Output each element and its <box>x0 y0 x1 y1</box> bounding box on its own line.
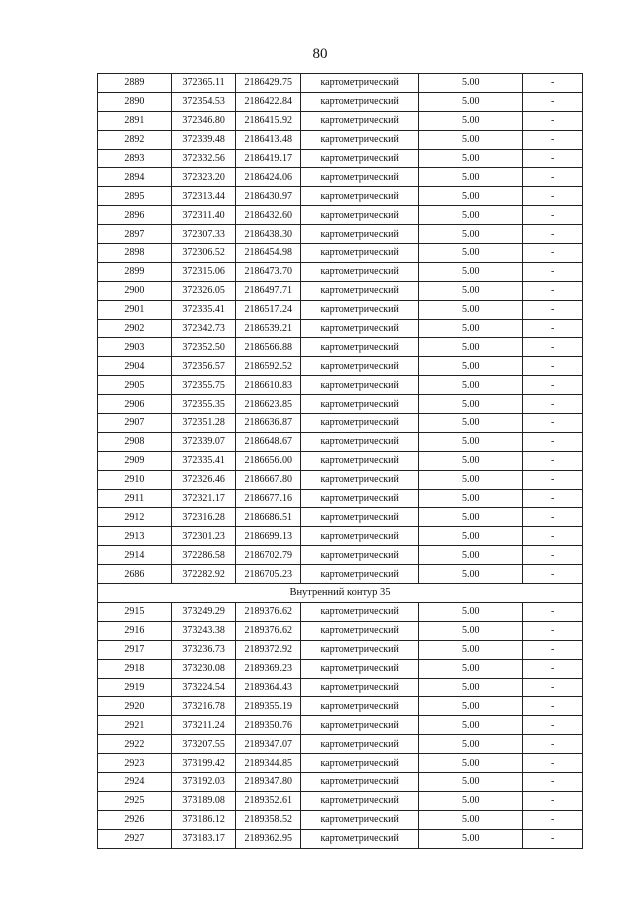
point-number-cell: 2912 <box>98 508 172 527</box>
accuracy-cell: 5.00 <box>419 470 523 489</box>
table-row <box>98 659 583 678</box>
method-cell: картометрический <box>301 262 419 281</box>
accuracy-cell: 5.00 <box>419 74 523 93</box>
y-coordinate-cell: 2189358.52 <box>236 810 301 829</box>
y-coordinate-cell: 2186422.84 <box>236 92 301 111</box>
point-number-cell: 2892 <box>98 130 172 149</box>
table-row <box>98 565 583 584</box>
description-cell: - <box>523 451 583 470</box>
method-cell: картометрический <box>301 376 419 395</box>
accuracy-cell: 5.00 <box>419 395 523 414</box>
y-coordinate-cell: 2186636.87 <box>236 414 301 433</box>
table-row <box>98 244 583 263</box>
table-row <box>98 470 583 489</box>
method-cell: картометрический <box>301 92 419 111</box>
method-cell: картометрический <box>301 697 419 716</box>
x-coordinate-cell: 373243.38 <box>171 621 236 640</box>
y-coordinate-cell: 2186702.79 <box>236 546 301 565</box>
description-cell: - <box>523 470 583 489</box>
accuracy-cell: 5.00 <box>419 565 523 584</box>
description-cell: - <box>523 414 583 433</box>
point-number-cell: 2920 <box>98 697 172 716</box>
table-row <box>98 678 583 697</box>
accuracy-cell: 5.00 <box>419 244 523 263</box>
table-row <box>98 716 583 735</box>
x-coordinate-cell: 373236.73 <box>171 640 236 659</box>
x-coordinate-cell: 373199.42 <box>171 754 236 773</box>
description-cell: - <box>523 432 583 451</box>
description-cell: - <box>523 659 583 678</box>
method-cell: картометрический <box>301 244 419 263</box>
table-body-part1 <box>98 74 583 584</box>
accuracy-cell: 5.00 <box>419 376 523 395</box>
method-cell: картометрический <box>301 678 419 697</box>
description-cell: - <box>523 130 583 149</box>
accuracy-cell: 5.00 <box>419 338 523 357</box>
method-cell: картометрический <box>301 432 419 451</box>
y-coordinate-cell: 2186656.00 <box>236 451 301 470</box>
accuracy-cell: 5.00 <box>419 357 523 376</box>
x-coordinate-cell: 372315.06 <box>171 262 236 281</box>
x-coordinate-cell: 372355.35 <box>171 395 236 414</box>
point-number-cell: 2900 <box>98 281 172 300</box>
point-number-cell: 2890 <box>98 92 172 111</box>
description-cell: - <box>523 92 583 111</box>
method-cell: картометрический <box>301 357 419 376</box>
point-number-cell: 2907 <box>98 414 172 433</box>
table-row <box>98 111 583 130</box>
x-coordinate-cell: 372356.57 <box>171 357 236 376</box>
point-number-cell: 2906 <box>98 395 172 414</box>
y-coordinate-cell: 2186699.13 <box>236 527 301 546</box>
x-coordinate-cell: 372286.58 <box>171 546 236 565</box>
table-row <box>98 508 583 527</box>
description-cell: - <box>523 244 583 263</box>
y-coordinate-cell: 2186539.21 <box>236 319 301 338</box>
point-number-cell: 2889 <box>98 74 172 93</box>
description-cell: - <box>523 565 583 584</box>
description-cell: - <box>523 319 583 338</box>
accuracy-cell: 5.00 <box>419 432 523 451</box>
method-cell: картометрический <box>301 395 419 414</box>
x-coordinate-cell: 373224.54 <box>171 678 236 697</box>
y-coordinate-cell: 2186648.67 <box>236 432 301 451</box>
y-coordinate-cell: 2189347.07 <box>236 735 301 754</box>
accuracy-cell: 5.00 <box>419 772 523 791</box>
point-number-cell: 2902 <box>98 319 172 338</box>
point-number-cell: 2913 <box>98 527 172 546</box>
accuracy-cell: 5.00 <box>419 716 523 735</box>
description-cell: - <box>523 376 583 395</box>
table-body-part2 <box>98 602 583 848</box>
point-number-cell: 2916 <box>98 621 172 640</box>
table-row <box>98 829 583 848</box>
method-cell: картометрический <box>301 546 419 565</box>
y-coordinate-cell: 2186592.52 <box>236 357 301 376</box>
y-coordinate-cell: 2186610.83 <box>236 376 301 395</box>
description-cell: - <box>523 716 583 735</box>
accuracy-cell: 5.00 <box>419 810 523 829</box>
table-row <box>98 130 583 149</box>
method-cell: картометрический <box>301 130 419 149</box>
description-cell: - <box>523 300 583 319</box>
point-number-cell: 2905 <box>98 376 172 395</box>
y-coordinate-cell: 2186454.98 <box>236 244 301 263</box>
table-row <box>98 187 583 206</box>
point-number-cell: 2895 <box>98 187 172 206</box>
description-cell: - <box>523 527 583 546</box>
point-number-cell: 2908 <box>98 432 172 451</box>
description-cell: - <box>523 810 583 829</box>
method-cell: картометрический <box>301 716 419 735</box>
y-coordinate-cell: 2186419.17 <box>236 149 301 168</box>
point-number-cell: 2897 <box>98 225 172 244</box>
accuracy-cell: 5.00 <box>419 130 523 149</box>
accuracy-cell: 5.00 <box>419 678 523 697</box>
method-cell: картометрический <box>301 225 419 244</box>
y-coordinate-cell: 2186473.70 <box>236 262 301 281</box>
method-cell: картометрический <box>301 829 419 848</box>
point-number-cell: 2919 <box>98 678 172 697</box>
x-coordinate-cell: 372342.73 <box>171 319 236 338</box>
method-cell: картометрический <box>301 187 419 206</box>
x-coordinate-cell: 372323.20 <box>171 168 236 187</box>
x-coordinate-cell: 372326.05 <box>171 281 236 300</box>
coordinates-table <box>97 73 583 849</box>
method-cell: картометрический <box>301 508 419 527</box>
table-row <box>98 791 583 810</box>
y-coordinate-cell: 2186705.23 <box>236 565 301 584</box>
accuracy-cell: 5.00 <box>419 546 523 565</box>
accuracy-cell: 5.00 <box>419 489 523 508</box>
y-coordinate-cell: 2186686.51 <box>236 508 301 527</box>
x-coordinate-cell: 372301.23 <box>171 527 236 546</box>
y-coordinate-cell: 2189369.23 <box>236 659 301 678</box>
point-number-cell: 2911 <box>98 489 172 508</box>
table-row <box>98 810 583 829</box>
table-row <box>98 376 583 395</box>
description-cell: - <box>523 829 583 848</box>
point-number-cell: 2925 <box>98 791 172 810</box>
x-coordinate-cell: 372346.80 <box>171 111 236 130</box>
table-row <box>98 414 583 433</box>
description-cell: - <box>523 546 583 565</box>
point-number-cell: 2686 <box>98 565 172 584</box>
point-number-cell: 2893 <box>98 149 172 168</box>
x-coordinate-cell: 373189.08 <box>171 791 236 810</box>
point-number-cell: 2909 <box>98 451 172 470</box>
description-cell: - <box>523 281 583 300</box>
y-coordinate-cell: 2189352.61 <box>236 791 301 810</box>
y-coordinate-cell: 2186432.60 <box>236 206 301 225</box>
method-cell: картометрический <box>301 319 419 338</box>
table-row <box>98 451 583 470</box>
description-cell: - <box>523 602 583 621</box>
y-coordinate-cell: 2189350.76 <box>236 716 301 735</box>
y-coordinate-cell: 2186424.06 <box>236 168 301 187</box>
y-coordinate-cell: 2186517.24 <box>236 300 301 319</box>
table-row <box>98 602 583 621</box>
method-cell: картометрический <box>301 168 419 187</box>
method-cell: картометрический <box>301 470 419 489</box>
table-row <box>98 640 583 659</box>
description-cell: - <box>523 225 583 244</box>
accuracy-cell: 5.00 <box>419 281 523 300</box>
point-number-cell: 2898 <box>98 244 172 263</box>
method-cell: картометрический <box>301 621 419 640</box>
table-row <box>98 74 583 93</box>
description-cell: - <box>523 338 583 357</box>
x-coordinate-cell: 372354.53 <box>171 92 236 111</box>
y-coordinate-cell: 2189355.19 <box>236 697 301 716</box>
table-row <box>98 168 583 187</box>
table-row <box>98 735 583 754</box>
x-coordinate-cell: 372355.75 <box>171 376 236 395</box>
method-cell: картометрический <box>301 602 419 621</box>
table-row <box>98 432 583 451</box>
page-number: 80 <box>312 46 328 62</box>
y-coordinate-cell: 2186623.85 <box>236 395 301 414</box>
table-row <box>98 697 583 716</box>
x-coordinate-cell: 372332.56 <box>171 149 236 168</box>
method-cell: картометрический <box>301 338 419 357</box>
description-cell: - <box>523 735 583 754</box>
accuracy-cell: 5.00 <box>419 640 523 659</box>
method-cell: картометрический <box>301 527 419 546</box>
y-coordinate-cell: 2189362.95 <box>236 829 301 848</box>
description-cell: - <box>523 262 583 281</box>
accuracy-cell: 5.00 <box>419 791 523 810</box>
x-coordinate-cell: 373207.55 <box>171 735 236 754</box>
description-cell: - <box>523 206 583 225</box>
description-cell: - <box>523 754 583 773</box>
point-number-cell: 2903 <box>98 338 172 357</box>
point-number-cell: 2914 <box>98 546 172 565</box>
point-number-cell: 2922 <box>98 735 172 754</box>
method-cell: картометрический <box>301 791 419 810</box>
table-row <box>98 262 583 281</box>
description-cell: - <box>523 168 583 187</box>
section-row <box>98 584 583 603</box>
section-header <box>98 584 583 603</box>
description-cell: - <box>523 111 583 130</box>
table-row <box>98 338 583 357</box>
y-coordinate-cell: 2189364.43 <box>236 678 301 697</box>
accuracy-cell: 5.00 <box>419 659 523 678</box>
method-cell: картометрический <box>301 754 419 773</box>
y-coordinate-cell: 2186429.75 <box>236 74 301 93</box>
method-cell: картометрический <box>301 281 419 300</box>
description-cell: - <box>523 74 583 93</box>
table-row <box>98 357 583 376</box>
accuracy-cell: 5.00 <box>419 451 523 470</box>
y-coordinate-cell: 2189376.62 <box>236 621 301 640</box>
y-coordinate-cell: 2189344.85 <box>236 754 301 773</box>
method-cell: картометрический <box>301 414 419 433</box>
x-coordinate-cell: 372321.17 <box>171 489 236 508</box>
point-number-cell: 2910 <box>98 470 172 489</box>
table-row <box>98 149 583 168</box>
method-cell: картометрический <box>301 149 419 168</box>
method-cell: картометрический <box>301 451 419 470</box>
x-coordinate-cell: 372365.11 <box>171 74 236 93</box>
method-cell: картометрический <box>301 772 419 791</box>
x-coordinate-cell: 373192.03 <box>171 772 236 791</box>
y-coordinate-cell: 2186415.92 <box>236 111 301 130</box>
method-cell: картометрический <box>301 489 419 508</box>
x-coordinate-cell: 372313.44 <box>171 187 236 206</box>
x-coordinate-cell: 372316.28 <box>171 508 236 527</box>
table-row <box>98 92 583 111</box>
y-coordinate-cell: 2186497.71 <box>236 281 301 300</box>
point-number-cell: 2896 <box>98 206 172 225</box>
accuracy-cell: 5.00 <box>419 111 523 130</box>
point-number-cell: 2926 <box>98 810 172 829</box>
table-row <box>98 527 583 546</box>
description-cell: - <box>523 187 583 206</box>
description-cell: - <box>523 772 583 791</box>
method-cell: картометрический <box>301 810 419 829</box>
description-cell: - <box>523 395 583 414</box>
method-cell: картометрический <box>301 565 419 584</box>
x-coordinate-cell: 373216.78 <box>171 697 236 716</box>
x-coordinate-cell: 372339.48 <box>171 130 236 149</box>
description-cell: - <box>523 508 583 527</box>
point-number-cell: 2894 <box>98 168 172 187</box>
x-coordinate-cell: 373186.12 <box>171 810 236 829</box>
table-row <box>98 206 583 225</box>
accuracy-cell: 5.00 <box>419 697 523 716</box>
method-cell: картометрический <box>301 640 419 659</box>
table-row <box>98 754 583 773</box>
x-coordinate-cell: 372339.07 <box>171 432 236 451</box>
point-number-cell: 2915 <box>98 602 172 621</box>
y-coordinate-cell: 2186667.80 <box>236 470 301 489</box>
point-number-cell: 2917 <box>98 640 172 659</box>
accuracy-cell: 5.00 <box>419 735 523 754</box>
table-row <box>98 546 583 565</box>
accuracy-cell: 5.00 <box>419 262 523 281</box>
x-coordinate-cell: 372335.41 <box>171 300 236 319</box>
table-row <box>98 281 583 300</box>
accuracy-cell: 5.00 <box>419 527 523 546</box>
accuracy-cell: 5.00 <box>419 92 523 111</box>
accuracy-cell: 5.00 <box>419 414 523 433</box>
y-coordinate-cell: 2186566.88 <box>236 338 301 357</box>
method-cell: картометрический <box>301 659 419 678</box>
point-number-cell: 2923 <box>98 754 172 773</box>
description-cell: - <box>523 621 583 640</box>
point-number-cell: 2901 <box>98 300 172 319</box>
accuracy-cell: 5.00 <box>419 754 523 773</box>
accuracy-cell: 5.00 <box>419 300 523 319</box>
table-row <box>98 489 583 508</box>
method-cell: картометрический <box>301 735 419 754</box>
table-row <box>98 300 583 319</box>
point-number-cell: 2904 <box>98 357 172 376</box>
accuracy-cell: 5.00 <box>419 168 523 187</box>
description-cell: - <box>523 791 583 810</box>
x-coordinate-cell: 372307.33 <box>171 225 236 244</box>
x-coordinate-cell: 373230.08 <box>171 659 236 678</box>
method-cell: картометрический <box>301 300 419 319</box>
x-coordinate-cell: 372282.92 <box>171 565 236 584</box>
y-coordinate-cell: 2189376.62 <box>236 602 301 621</box>
description-cell: - <box>523 149 583 168</box>
accuracy-cell: 5.00 <box>419 829 523 848</box>
x-coordinate-cell: 373249.29 <box>171 602 236 621</box>
table-row <box>98 395 583 414</box>
point-number-cell: 2918 <box>98 659 172 678</box>
accuracy-cell: 5.00 <box>419 187 523 206</box>
x-coordinate-cell: 373183.17 <box>171 829 236 848</box>
accuracy-cell: 5.00 <box>419 602 523 621</box>
method-cell: картометрический <box>301 206 419 225</box>
x-coordinate-cell: 372326.46 <box>171 470 236 489</box>
accuracy-cell: 5.00 <box>419 621 523 640</box>
accuracy-cell: 5.00 <box>419 225 523 244</box>
section-title: Внутренний контур 35 <box>98 584 583 603</box>
accuracy-cell: 5.00 <box>419 508 523 527</box>
x-coordinate-cell: 372352.50 <box>171 338 236 357</box>
x-coordinate-cell: 373211.24 <box>171 716 236 735</box>
x-coordinate-cell: 372311.40 <box>171 206 236 225</box>
table-row <box>98 772 583 791</box>
method-cell: картометрический <box>301 111 419 130</box>
table-row <box>98 319 583 338</box>
x-coordinate-cell: 372335.41 <box>171 451 236 470</box>
accuracy-cell: 5.00 <box>419 149 523 168</box>
y-coordinate-cell: 2189372.92 <box>236 640 301 659</box>
x-coordinate-cell: 372351.28 <box>171 414 236 433</box>
point-number-cell: 2927 <box>98 829 172 848</box>
point-number-cell: 2921 <box>98 716 172 735</box>
method-cell: картометрический <box>301 74 419 93</box>
table-row <box>98 225 583 244</box>
accuracy-cell: 5.00 <box>419 206 523 225</box>
y-coordinate-cell: 2189347.80 <box>236 772 301 791</box>
y-coordinate-cell: 2186677.16 <box>236 489 301 508</box>
description-cell: - <box>523 640 583 659</box>
y-coordinate-cell: 2186430.97 <box>236 187 301 206</box>
y-coordinate-cell: 2186413.48 <box>236 130 301 149</box>
accuracy-cell: 5.00 <box>419 319 523 338</box>
description-cell: - <box>523 489 583 508</box>
description-cell: - <box>523 357 583 376</box>
description-cell: - <box>523 697 583 716</box>
description-cell: - <box>523 678 583 697</box>
point-number-cell: 2899 <box>98 262 172 281</box>
point-number-cell: 2891 <box>98 111 172 130</box>
point-number-cell: 2924 <box>98 772 172 791</box>
x-coordinate-cell: 372306.52 <box>171 244 236 263</box>
y-coordinate-cell: 2186438.30 <box>236 225 301 244</box>
table-row <box>98 621 583 640</box>
